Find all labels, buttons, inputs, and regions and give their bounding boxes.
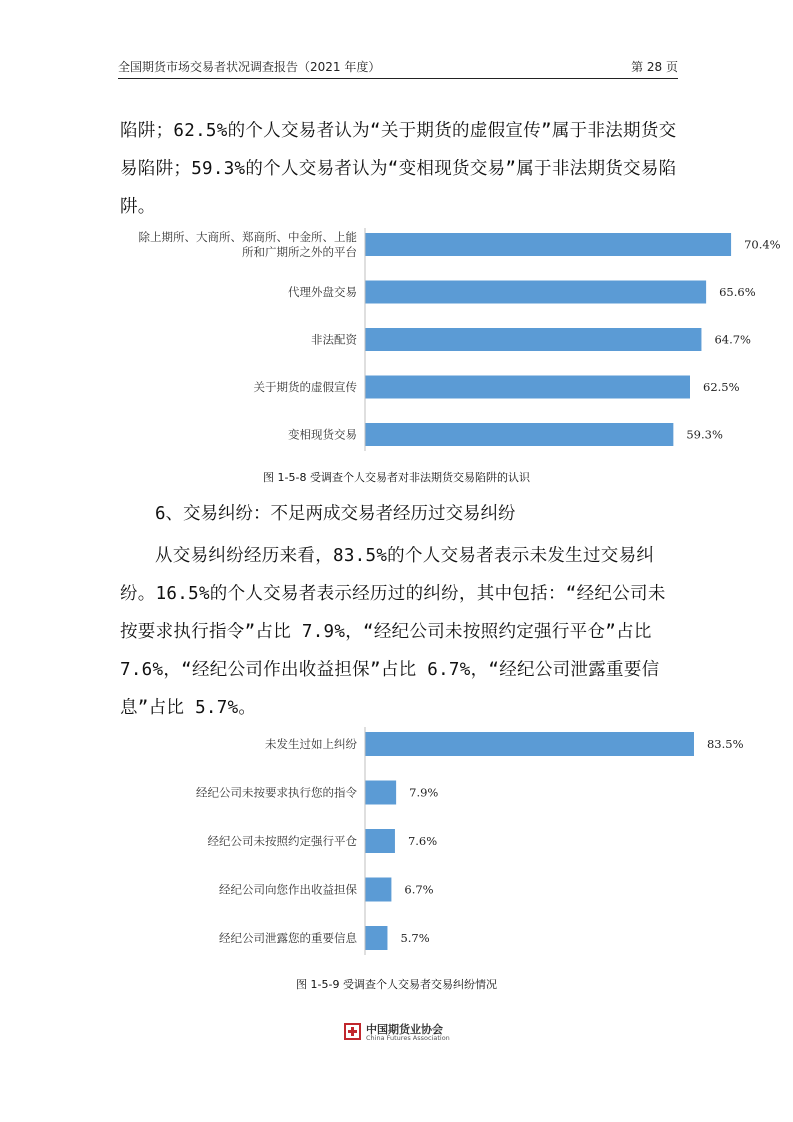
chart-2-bar-4 [365,878,391,902]
chart-1-category-label-3: 非法配资 [311,332,357,347]
chart-2-value-label-5: 5.7% [400,931,430,945]
report-title: 全国期货市场交易者状况调查报告（2021 年度） [118,60,381,74]
chart-1-svg [120,228,781,458]
chart-1-bar-1 [365,233,731,256]
page-header [118,58,678,78]
chart-2-bar-5 [365,926,387,950]
chart-2-value-label-4: 6.7% [404,882,434,897]
section-6-heading: 6、交易纠纷：不足两成交易者经历过交易纠纷 [155,504,516,524]
chart-2-svg [120,727,744,959]
chart-2-bar-3 [365,829,395,853]
chart-1-bar-4 [365,376,690,399]
chart-1-bar-2 [365,281,706,304]
figure-1-5-8-caption: 图 1-5-8 受调查个人交易者对非法期货交易陷阱的认识 [263,471,530,484]
chart-1-value-label-2: 65.6% [719,285,756,299]
chart-2-category-label-2: 经纪公司未按要求执行您的指令 [196,785,357,800]
chart-1-category-label-2: 代理外盘交易 [288,285,357,299]
chart-2-category-label-1: 未发生过如上纠纷 [265,737,357,751]
chart-1-category-label-1: 除上期所、大商所、郑商所、中金所、上能 [138,230,357,244]
logo-chinese-name: 中国期货业协会 [366,1023,443,1036]
chart-illegal-trading-traps [120,228,781,458]
chart-1-category-label-4: 关于期货的虚假宣传 [253,380,357,394]
page-number: 第 28 页 [631,60,678,74]
chart-1-category-label-1: 所和广期所之外的平台 [242,245,357,259]
chart-2-category-label-3: 经纪公司未按照约定强行平仓 [207,834,357,848]
chart-2-value-label-2: 7.9% [409,785,439,800]
chart-2-value-label-1: 83.5% [706,737,744,751]
chart-2-bar-2 [365,781,396,805]
body-paragraph-2: 从交易纠纷经历来看，83.5%的个人交易者表示未发生过交易纠纷。16.5%的个人交易者表示经历过的纠纷，其中包括：“经纪公司未按要求执行指令”占比 7.9%，“经纪公司未按照约定强行平仓”占比 7.6%，“经纪公司作出收益担保”占比 6.7%，“经纪公司泄露重要信息”占比 5.7%。 [120,546,666,718]
chart-1-bar-5 [365,423,673,446]
chart-1-value-label-3: 64.7% [714,332,751,347]
chart-1-category-label-5: 变相现货交易 [288,427,357,442]
chart-2-category-label-5: 经纪公司泄露您的重要信息 [219,931,357,945]
chart-trading-disputes [120,727,744,959]
figure-1-5-9-caption: 图 1-5-9 受调查个人交易者交易纠纷情况 [296,978,497,991]
header-divider [118,78,678,79]
cfa-logo [344,1023,454,1043]
chart-1-value-label-4: 62.5% [703,380,740,394]
chart-2-category-label-4: 经纪公司向您作出收益担保 [219,882,357,897]
body-paragraph-1: 陷阱；62.5%的个人交易者认为“关于期货的虚假宣传”属于非法期货交易陷阱；59.3%的个人交易者认为“变相现货交易”属于非法期货交易陷阱。 [120,121,677,217]
chart-1-value-label-1: 70.4% [744,237,781,252]
chart-2-bar-1 [365,732,694,756]
chart-1-value-label-5: 59.3% [686,427,723,442]
chart-1-bar-3 [365,328,701,351]
logo-english-name: China Futures Association [366,1034,450,1042]
chart-2-value-label-3: 7.6% [407,834,438,848]
cfa-logo-mark-icon [344,1023,361,1040]
